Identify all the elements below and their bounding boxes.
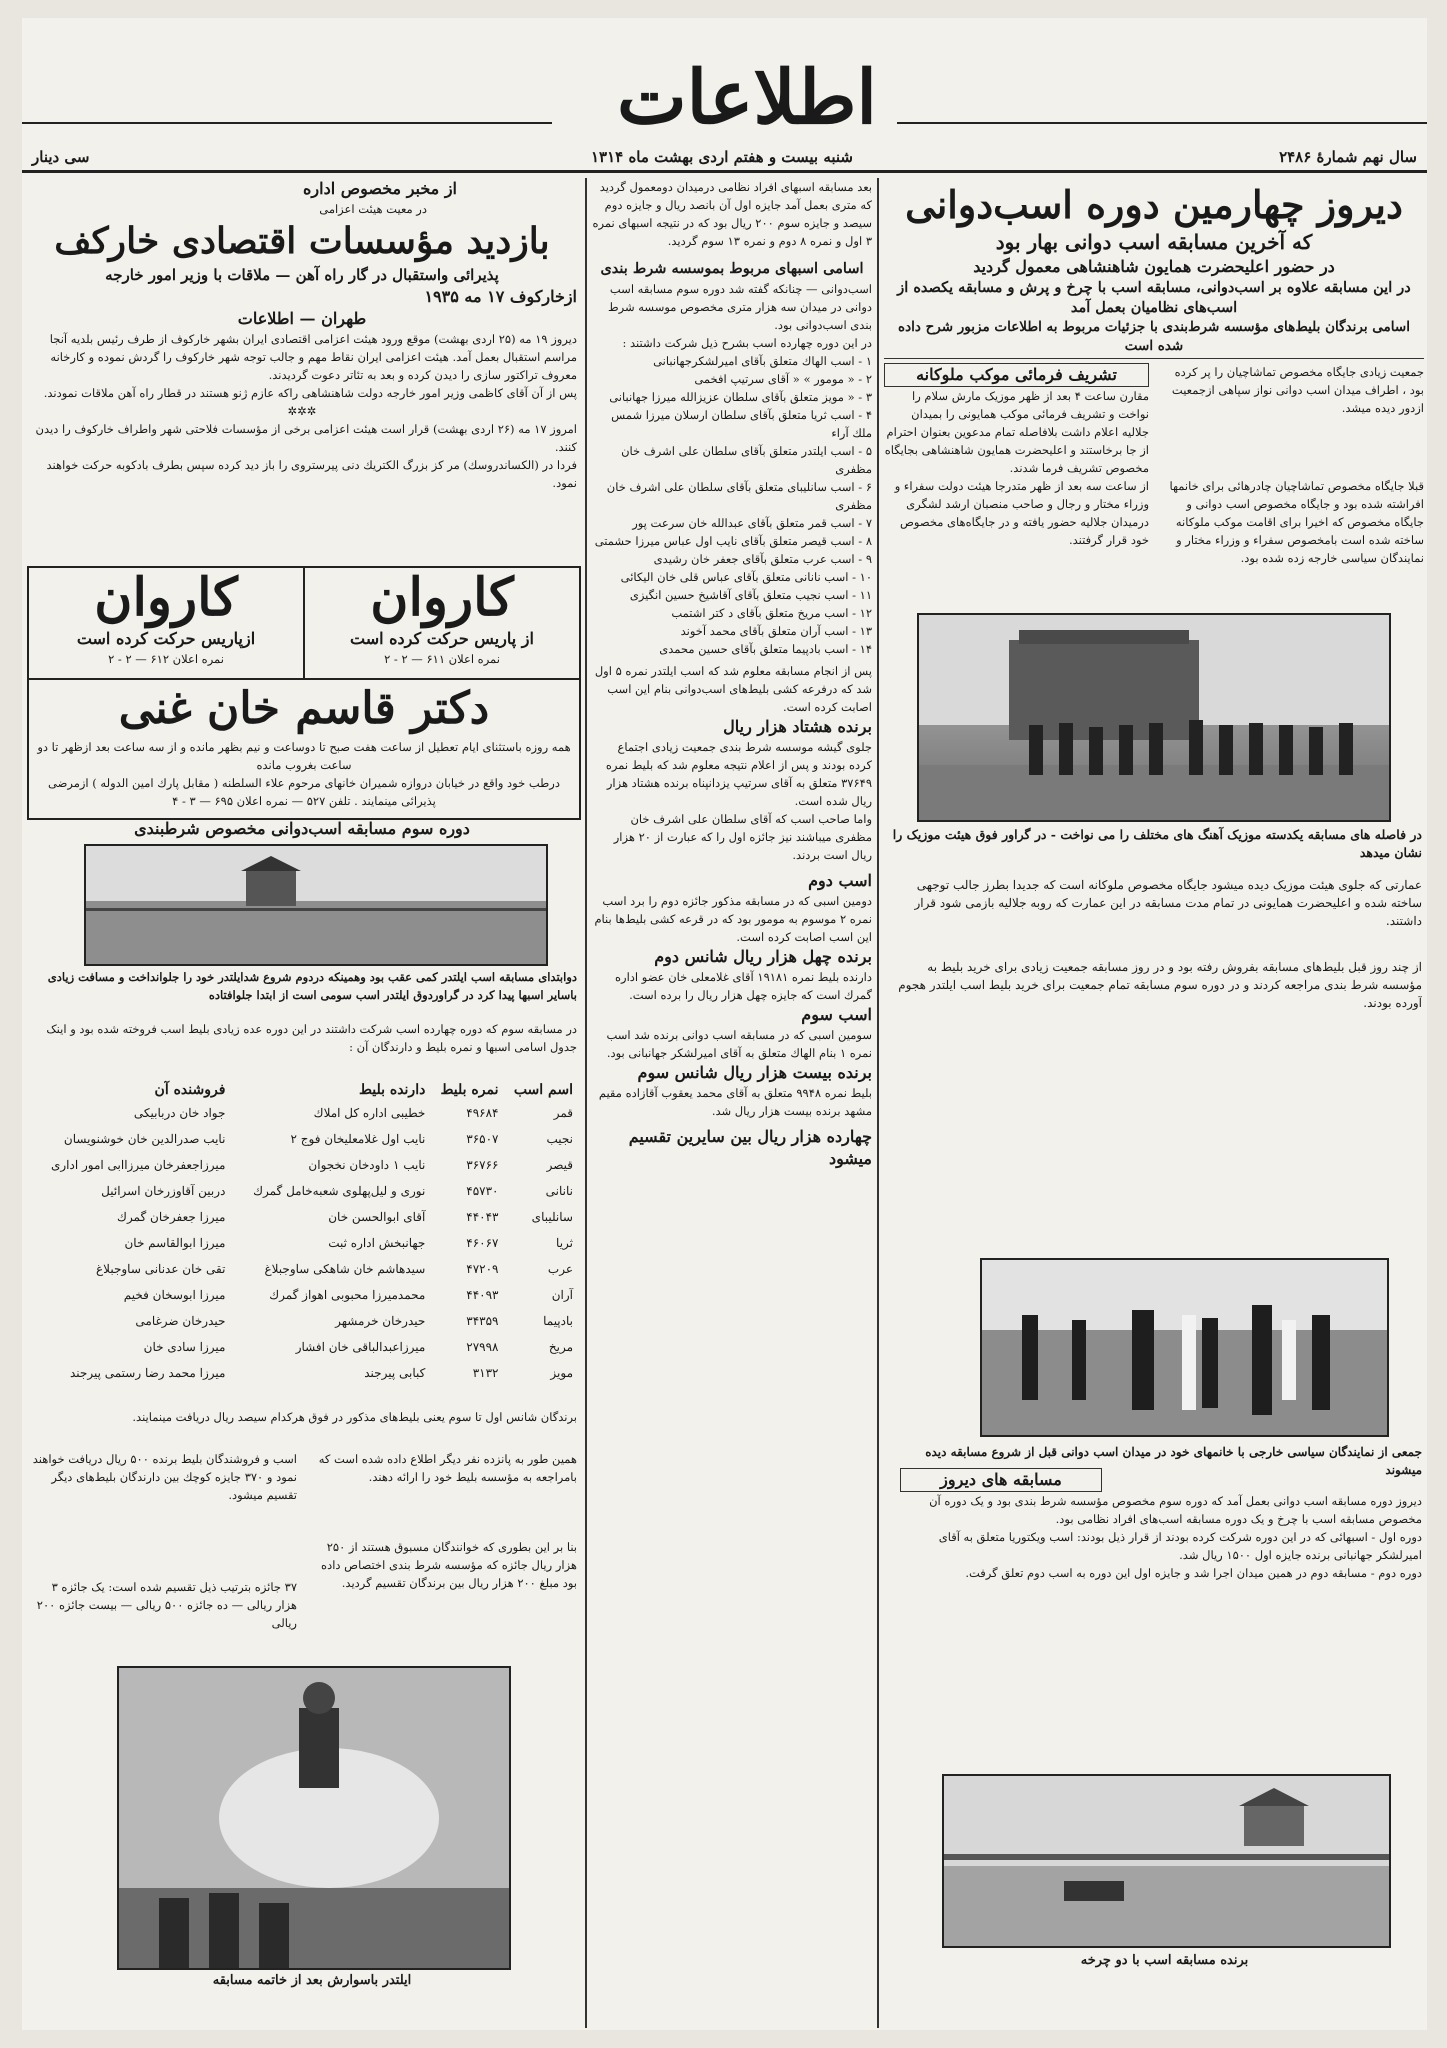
photo-winner-caption: ایلتدر باسوارش بعد از خاتمه مسابقه [212,1973,412,1988]
main-para1: جمعیت زیادی جایگاه مخصوص تماشاچیان را پر کرده بود ، اطراف میدان اسب دوانی نواز سپاهی ازجمعیت ازدور دیده میشد. [1171,365,1424,415]
masthead-rule-right [897,122,1427,124]
middle-para1: اسب‌دوانی — چنانکه گفته شد دوره سوم مسابقه اسب دوانی در میدان سه هزار متری مخصوص موسسه شرط بندی اسب‌دوانی بود. [608,282,872,332]
middle-para5: واما صاحب اسب که آقای سلطان علی اشرف خان مظفری میباشند نیز جائزه اول را که عبارت از ۲۰ هزار ریال است بردند. [613,812,872,862]
caravan-ad-2 [29,568,303,678]
middle-heading-14k: چهارده هزار ریال بین سایرین تقسیم میشود [628,1127,872,1168]
horse-list-item: ۵ - اسب ایلتدر متعلق بآقای سلطان علی اشرف خان مظفری [621,444,872,476]
table-cell: محمدمیرزا محبوبی اهواز گمرك [269,1288,426,1302]
main-subhead: که آخرین مسابقه اسب دوانی بهار بود [995,230,1313,254]
table-cell: سانلیبای [531,1210,573,1224]
kharkov-para4: فردا در (الکساندروسك) مر کز بزرگ الکتریك دنی پیرستروی را باز دید کرده سپس بطرف بادکوبه حرکت خواهند نمود. [46,458,577,490]
main-para7: دیروز دوره مسابقه اسب دوانی بعمل آمد که دوره سوم مخصوص مؤسسه شرط بندی بود و یک دوره آن مخصوص مسابقه اسب با چرخ و یک دوره مسابقه اسب‌های افراد نظامی بود. [929,1494,1422,1526]
main-para9: دوره دوم - مسابقه دوم در همین میدان اجرا شد و جایزه اول این دوره به اسب دوم تعلق گرفت. [965,1566,1422,1580]
table-cell: عرب [547,1262,573,1276]
main-subhead2: در حضور اعلیحضرت همایون شاهنشاهی معمول گردید [973,257,1335,276]
table-cell: مویز [550,1366,573,1380]
horse-list-item: ۱۴ - اسب بادپیما متعلق بآقای حسین محمدی [659,642,872,656]
table-cell: ۳۶۵۰۷ [466,1132,499,1146]
main-headline: دیروز چهارمین دوره اسب‌دوانی [905,182,1403,227]
table-cell: آقای ابوالحسن خان [328,1210,426,1224]
middle-column [592,178,872,2028]
horse-list-item: ۷ - اسب قمر متعلق بآقای عبدالله خان سرعت پور [632,516,872,530]
kharkov-dateline: طهران — اطلاعات [237,309,367,328]
winners-table-wrap [27,1080,577,1400]
caravan-ads-box [27,566,581,680]
table-cell: ثریا [556,1236,573,1250]
caravan-ad-2-title: کاروان [94,567,238,628]
middle-para2: در این دوره چهارده اسب بشرح ذیل شرکت داشتند : [622,336,872,350]
table-cell: مریخ [548,1340,573,1354]
middle-para6: دومین اسبی که در مسابقه مذکور جائزه دوم را برد اسب نمره ۲ موسوم به مومور بود که در قرعه کشی بلیط‌ها بنام این اسب اصابت کرده است. [594,894,872,944]
table-row [27,1178,577,1204]
photo-military-band [917,613,1391,822]
masthead-title: اطلاعات [617,55,877,141]
table-row [27,1256,577,1282]
race-prize-list: ۳۷ جائزه بترتیب ذیل تقسیم شده است: یک جائزه ۳ هزار ریالی — ده جائزه ۵۰۰ ریالی — بیست جائزه ۲۰۰ ریالی [36,1580,297,1630]
table-cell: میرزاجعفرخان میرزاابی امور اداری [50,1158,226,1172]
caravan-ad-2-meta: نمره اعلان ۶۱۲ — ۲ - ۲ [108,652,224,666]
middle-heading-40k: برنده چهل هزار ریال شانس دوم [654,947,872,966]
table-cell: ۳۶۷۶۶ [466,1158,499,1172]
table-cell: ۴۴۰۴۳ [466,1210,499,1224]
kharkov-kicker: از مخبر مخصوص اداره [303,179,457,198]
caravan-ad-1 [303,568,579,678]
table-cell: حیدرخان ضرغامی [135,1314,226,1328]
table-cell: میرزا سادی خان [143,1340,226,1354]
middle-heading-horses: اسامی اسبهای مربوط بموسسه شرط بندی [600,260,864,277]
table-cell: جواد خان دربابیکی [133,1106,226,1120]
doctor-ad-title: دکتر قاسم خان غنی [118,683,490,734]
table-cell: نوری و لیل‌پهلوی شعبه‌خامل گمرك [253,1184,426,1198]
kharkov-separator: ✲✲✲ [287,404,317,418]
kharkov-headline: بازدید مؤسسات اقتصادی خارکف [54,220,550,262]
kharkov-kicker2: در معیت هیئت اعزامی [319,202,427,216]
dateline-rule [22,170,1427,173]
table-cell: قمر [553,1106,573,1120]
table-cell: نایب صدرالدین خان خوشنویسان [63,1132,226,1146]
horse-list-item: ۱۰ - اسب نانانی متعلق بآقای عباس قلی خان الیکائی [620,570,872,584]
main-deck2: اسامی برندگان بلیط‌های مؤسسه شرط‌بندی با جزئیات مربوط به اطلاعات مزبور شرح داده شده است [884,318,1424,359]
table-cell: ۴۶۰۶۷ [466,1236,499,1250]
table-cell: میرزا ابوالقاسم خان [124,1236,226,1250]
photo2-caption: جمعی از نمایندگان سیاسی خارجی با خانمهای خود در میدان اسب دوانی قبل از شروع مسابقه دیده میشوند [925,1445,1422,1477]
middle-para4: جلوی گیشه موسسه شرط بندی جمعیت زیادی اجتماع کرده بودند و پس از اعلام نتیجه معلوم شد که بلیط نمره ۳۷۶۴۹ متعلق به آقای سرتیپ یزدانپناه برنده هشتاد هزار ریال شده است. [605,740,872,808]
kharkov-sub2: ازخارکوف ۱۷ مه ۱۹۳۵ [424,287,577,306]
photo1-caption: در فاصله های مسابقه یکدسته موزیک آهنگ های مختلف را می نواخت - در گراور فوق هیئت موزیک را نشان میدهد [892,827,1422,860]
horse-list-item: ۸ - اسب قیصر متعلق بآقای نایب اول عباس میرزا حشمتی [594,534,872,548]
winners-table [27,1080,577,1386]
table-cell: ۲۷۹۹۸ [466,1340,499,1354]
kharkov-para1: دیروز ۱۹ مه (۲۵ اردی بهشت) موقع ورود هیئت اعزامی اقتصادی ایران بشهر خارکوف از طرف رئیس بلدیه آنجا مراسم استقبال بعمل آمد. هیئت اعزامی ایران نقاط مهم و جالب توجه شهر خارکوف را گردش نموده و کارخانه معروف تراکتور سازی را دیدن کرده و بعد به تئاتر دعوت گردیدند. [49,332,577,382]
section-races-heading: مسابقه های دیروز [900,1468,1102,1492]
table-cell: ۴۷۲۰۹ [466,1262,499,1276]
table-cell: خطیبی اداره کل املاك [313,1106,426,1120]
main-section-heading: تشریف فرمائی موکب ملوکانه [884,363,1149,387]
main-para5: عمارتی که جلوی هیئت موزیک دیده میشود جایگاه مخصوص ملوکانه است که جدیدا بطرز جالب توجهی ساخته شده و اعلیحضرت همایونی در تمام مدت مسابقه در این عمارت که روبه جلالیه بازمی شود قرار داشتند. [914,878,1422,928]
table-cell: ۴۹۶۸۴ [466,1106,499,1120]
main-para3: قبلا جایگاه مخصوص تماشاچیان چادرهائی برای خانمها افراشته شده بود و جایگاه مخصوص اسب دوانی و جایگاه مخصوص که اخیرا برای اقامت موکب ملوکانه ساخته شده است بامخصوص سفراء و وزراء مختار و نمایندگان سیاسی خارجه زده شده بود. [1169,479,1424,565]
masthead-rule-left [22,122,552,124]
table-cell: ۳۴۳۵۹ [466,1314,499,1328]
photo-winner-rider [117,1666,511,1970]
table-cell: نایب اول غلامعلیخان فوج ۲ [290,1132,426,1146]
photo-chariot-race [942,1774,1391,1948]
horse-list-item: ۳ - « مویز متعلق بآقای سلطان عزیزالله میرزا جهانبانی [609,390,872,404]
doctor-ad-line1: همه روزه باستثنای ایام تعطیل از ساعت هفت صبح تا دوساعت و نیم بظهر مانده و از سه ساعت بعد ازظهر تا دو ساعت بغروب مانده [37,740,571,772]
middle-heading-second-horse: اسب دوم [808,871,872,890]
table-row [27,1100,577,1126]
table-cell: دربین آقاوزرخان اسرائیل [101,1184,226,1198]
col-horse: اسم اسب [513,1082,573,1098]
main-deck: در این مسابقه علاوه بر اسب‌دوانی، مسابقه اسب با چرخ و پرش و مسابقه یکصده از اسب‌های نظامیان بعمل آمد [897,279,1411,316]
table-cell: بادپیما [543,1314,573,1328]
table-cell: نجیب [546,1132,573,1146]
middle-heading-20k: برنده بیست هزار ریال شانس سوم [637,1063,872,1082]
table-cell: جهانبخش اداره ثبت [328,1236,426,1250]
caravan-ad-2-line: ازپاریس حرکت کرده است [76,629,256,648]
middle-heading-third-horse: اسب سوم [801,1005,872,1024]
column-divider-1 [877,178,879,2028]
middle-para9: بلیط نمره ۹۹۴۸ متعلق به آقای محمد یعقوب آقازاده مقیم مشهد برنده بیست هزار ریال شد. [598,1086,872,1118]
main-para2: مقارن ساعت ۴ بعد از ظهر موزیک مارش سلام را نواخت و تشریف فرمائی موکب همایونی را بمیدان جلالیه اعلام داشت بلافاصله تمام مدعوین بعنوان احترام از جا برخاستند و اعلیحضرت همایون شاهنشاهی بجایگاه مخصوص تشریف فرما شدند. [884,389,1149,475]
table-cell: میرزا ابوسخان فخیم [123,1288,226,1302]
table-row [27,1282,577,1308]
horse-list-item: ۱۲ - اسب مریخ متعلق بآقای د کتر اشتمب [671,606,872,620]
doctor-ad-line2: درطب خود واقع در خیابان دروازه شمیران خانهای مرحوم علاء السلطنه ( مقابل پارك امین الدوله ) ازمرضی پذیرائی مینمایند . تلفن ۵۲۷ — نمره اعلان ۶۹۵ — ۳ - ۴ [48,776,560,808]
race-section-title: دوره سوم مسابقه اسب‌دوانی مخصوص شرطبندی [134,819,470,838]
doctor-ad [27,678,581,820]
table-cell: ۴۵۷۳۰ [466,1184,499,1198]
race-note: برندگان شانس اول تا سوم یعنی بلیط‌های مذکور در فوق هرکدام سیصد ریال دریافت مینمایند. [132,1410,577,1424]
middle-heading-80k: برنده هشتاد هزار ریال [723,717,872,736]
race-para-a: همین طور به پانزده نفر دیگر اطلاع داده شده است که بامراجعه به مؤسسه بلیط خود را ارائه دهند. [318,1452,577,1484]
table-row [27,1334,577,1360]
kharkov-sub1: پذیرائی واستقبال در گار راه آهن — ملاقات با وزیر امور خارجه [105,266,499,284]
horse-list-item: ۲ - « مومور » « آقای سرتیپ افخمی [694,372,872,386]
newspaper-page [22,18,1427,2030]
middle-para3: پس از انجام مسابقه معلوم شد که اسب ایلتدر نمره ۵ اول شد که درفرعه کشی بلیط‌های اسب‌دوانی بنام این اسب اصابت کرده است. [594,664,872,714]
caravan-ad-1-line: از پاریس حرکت کرده است [350,629,534,648]
kharkov-story [27,178,577,568]
race-para-c: بنا بر این بطوری که خوانندگان مسبوق هستند از ۲۵۰ هزار ریال جائزه که مؤسسه شرط بندی اختصاص داده بود مبلغ ۲۰۰ هزار ریال بین برندگان تقسیم گردید. [321,1540,577,1590]
horse-list-item: ۶ - اسب سانلیبای متعلق بآقای سلطان علی اشرف خان مظفری [606,480,872,512]
photo-diplomats [980,1258,1389,1437]
table-cell: کبابی پیرجند [364,1366,426,1380]
race-section-intro: در مسابقه سوم که دوره چهارده اسب شرکت داشتند در این دوره عده زیادی بلیط اسب فروخته شده بود و اینک جدول اسامی اسبها و نمره بلیط و دارندگان آن : [46,1022,577,1054]
table-row [27,1152,577,1178]
table-cell: میرزاعبدالباقی خان افشار [295,1340,426,1354]
col-holder: دارنده بلیط [358,1082,426,1098]
col-ticket: نمره بلیط [440,1082,499,1098]
table-row [27,1126,577,1152]
dateline-price: سی دینار [32,148,90,166]
photo3-caption: برنده مسابقه اسب با دو چرخه [1080,1953,1249,1968]
table-cell: قیصر [546,1158,573,1172]
race-section-caption: دوابتدای مسابقه اسب ایلتدر کمی عقب بود وهمینکه دردوم شروع شدایلتدر خود را جلوانداخت و مسافت زیادی باسایر اسبها پیدا کرد در گراوردوق ایلتدر اسب سومی است از ابتدا جلوافتاده [47,970,577,1002]
table-cell: تقی خان عدنانی ساوجبلاغ [96,1262,226,1276]
main-para4: از ساعت سه بعد از ظهر متدرجا هیئت دولت سفراء و وزراء مختار و رجال و صاحب منصبان ارشد لشگری درمیدان جلالیه حضور یافته و در جایگاه‌های مخصوص خود قرار گرفتند. [894,479,1149,547]
table-cell: میرزا محمد رضا رستمی پیرجند [69,1366,226,1380]
table-cell: سیدهاشم خان شاهکی ساوجبلاغ [264,1262,426,1276]
kharkov-para3: امروز ۱۷ مه (۲۶ اردی بهشت) قرار است هیئت اعزامی برخی از مؤسسات فلاحتی شهر واطراف خارکوف را دیدن کنند. [35,422,577,454]
horse-list [592,352,872,658]
photo-race-third-round [84,844,548,966]
middle-para8: سومین اسبی که در مسابقه اسب دوانی برنده شد اسب نمره ۱ بنام الهاك متعلق به آقای امیرلشکر جهانبانی بود. [606,1028,872,1060]
column-divider-2 [585,178,587,2028]
horse-list-item: ۱۱ - اسب نجیب متعلق بآقای آقاشیخ حسین انگیزی [629,588,872,602]
horse-list-item: ۴ - اسب ثریا متعلق بآقای سلطان ارسلان میرزا شمس ملك آراء [611,408,872,440]
table-cell: آران [551,1288,573,1302]
dateline-date: شنبه بیست و هفتم اردی بهشت ماه ۱۳۱۴ [590,148,853,166]
table-cell: میرزا جعفرخان گمرك [117,1210,226,1224]
table-row [27,1360,577,1386]
table-row [27,1230,577,1256]
table-row [27,1204,577,1230]
race-para-b: اسب و فروشندگان بلیط برنده ۵۰۰ ریال دریافت خواهند نمود و ۳۷۰ جایزه کوچك بین دارندگان بلیط‌های دیگر تقسیم میشود. [32,1452,297,1502]
dateline-issue: سال نهم شمارهٔ ۲۴۸۶ [1279,148,1417,166]
table-cell: ۳۱۳۲ [472,1366,499,1380]
caravan-ad-1-meta: نمره اعلان ۶۱۱ — ۲ - ۲ [384,652,500,666]
table-cell: ۴۴۰۹۳ [466,1288,499,1302]
middle-intro: بعد مسابقه اسبهای افراد نظامی درمیدان دومعمول گردید که متری بعمل آمد جایزه اول آن بانصد ریال و جایزه دوم سیصد و جایزه سوم ۲۰۰ ریال بود که در نتیجه اسبهای نمره ۳ اول و نمره ۸ دوم و نمره ۱۳ سوم گردید. [592,180,872,248]
table-cell: نانانی [545,1184,573,1198]
col-seller: فروشنده آن [154,1082,226,1098]
kharkov-para2: پس از آن آقای کاظمی وزیر امور خارجه دولت شاهنشاهی راکه عازم ژنو هستند در قطار راه آهن ملاقات نمودند. [43,386,577,400]
horse-list-item: ۱۳ - اسب آران متعلق بآقای محمد آخوند [680,624,872,638]
horse-list-item: ۹ - اسب عرب متعلق بآقای جعفر خان رشیدی [653,552,872,566]
horse-list-item: ۱ - اسب الهاك متعلق بآقای امیرلشکرجهانبانی [653,354,872,368]
table-cell: حیدرخان خرمشهر [335,1314,426,1328]
main-para6: از چند روز قبل بلیط‌های مسابقه بفروش رفته بود و در روز مسابقه جمعیت زیادی برای خرید بلیط به مؤسسه شرط بندی مراجعه کردند و در دوره سوم مسابقه تمام جمعیت برای خرید بلیط اسب ایلتدر هجوم آورده بودند. [898,960,1422,1010]
middle-para7: دارنده بلیط نمره ۱۹۱۸۱ آقای غلامعلی خان عضو اداره گمرك است که جایزه چهل هزار ریال را برده است. [615,970,872,1002]
main-para8: دوره اول - اسبهائی که در این دوره شرکت کرده بودند از قرار ذیل بودند: اسب ویکتوریا متعلق به آقای امیرلشکر جهانبانی برنده جایزه اول ۱۵۰۰ ریال شد. [938,1530,1422,1562]
table-cell: نایب ۱ داودخان نخجوان [308,1158,426,1172]
table-row [27,1308,577,1334]
caravan-ad-1-title: کاروان [370,567,514,628]
